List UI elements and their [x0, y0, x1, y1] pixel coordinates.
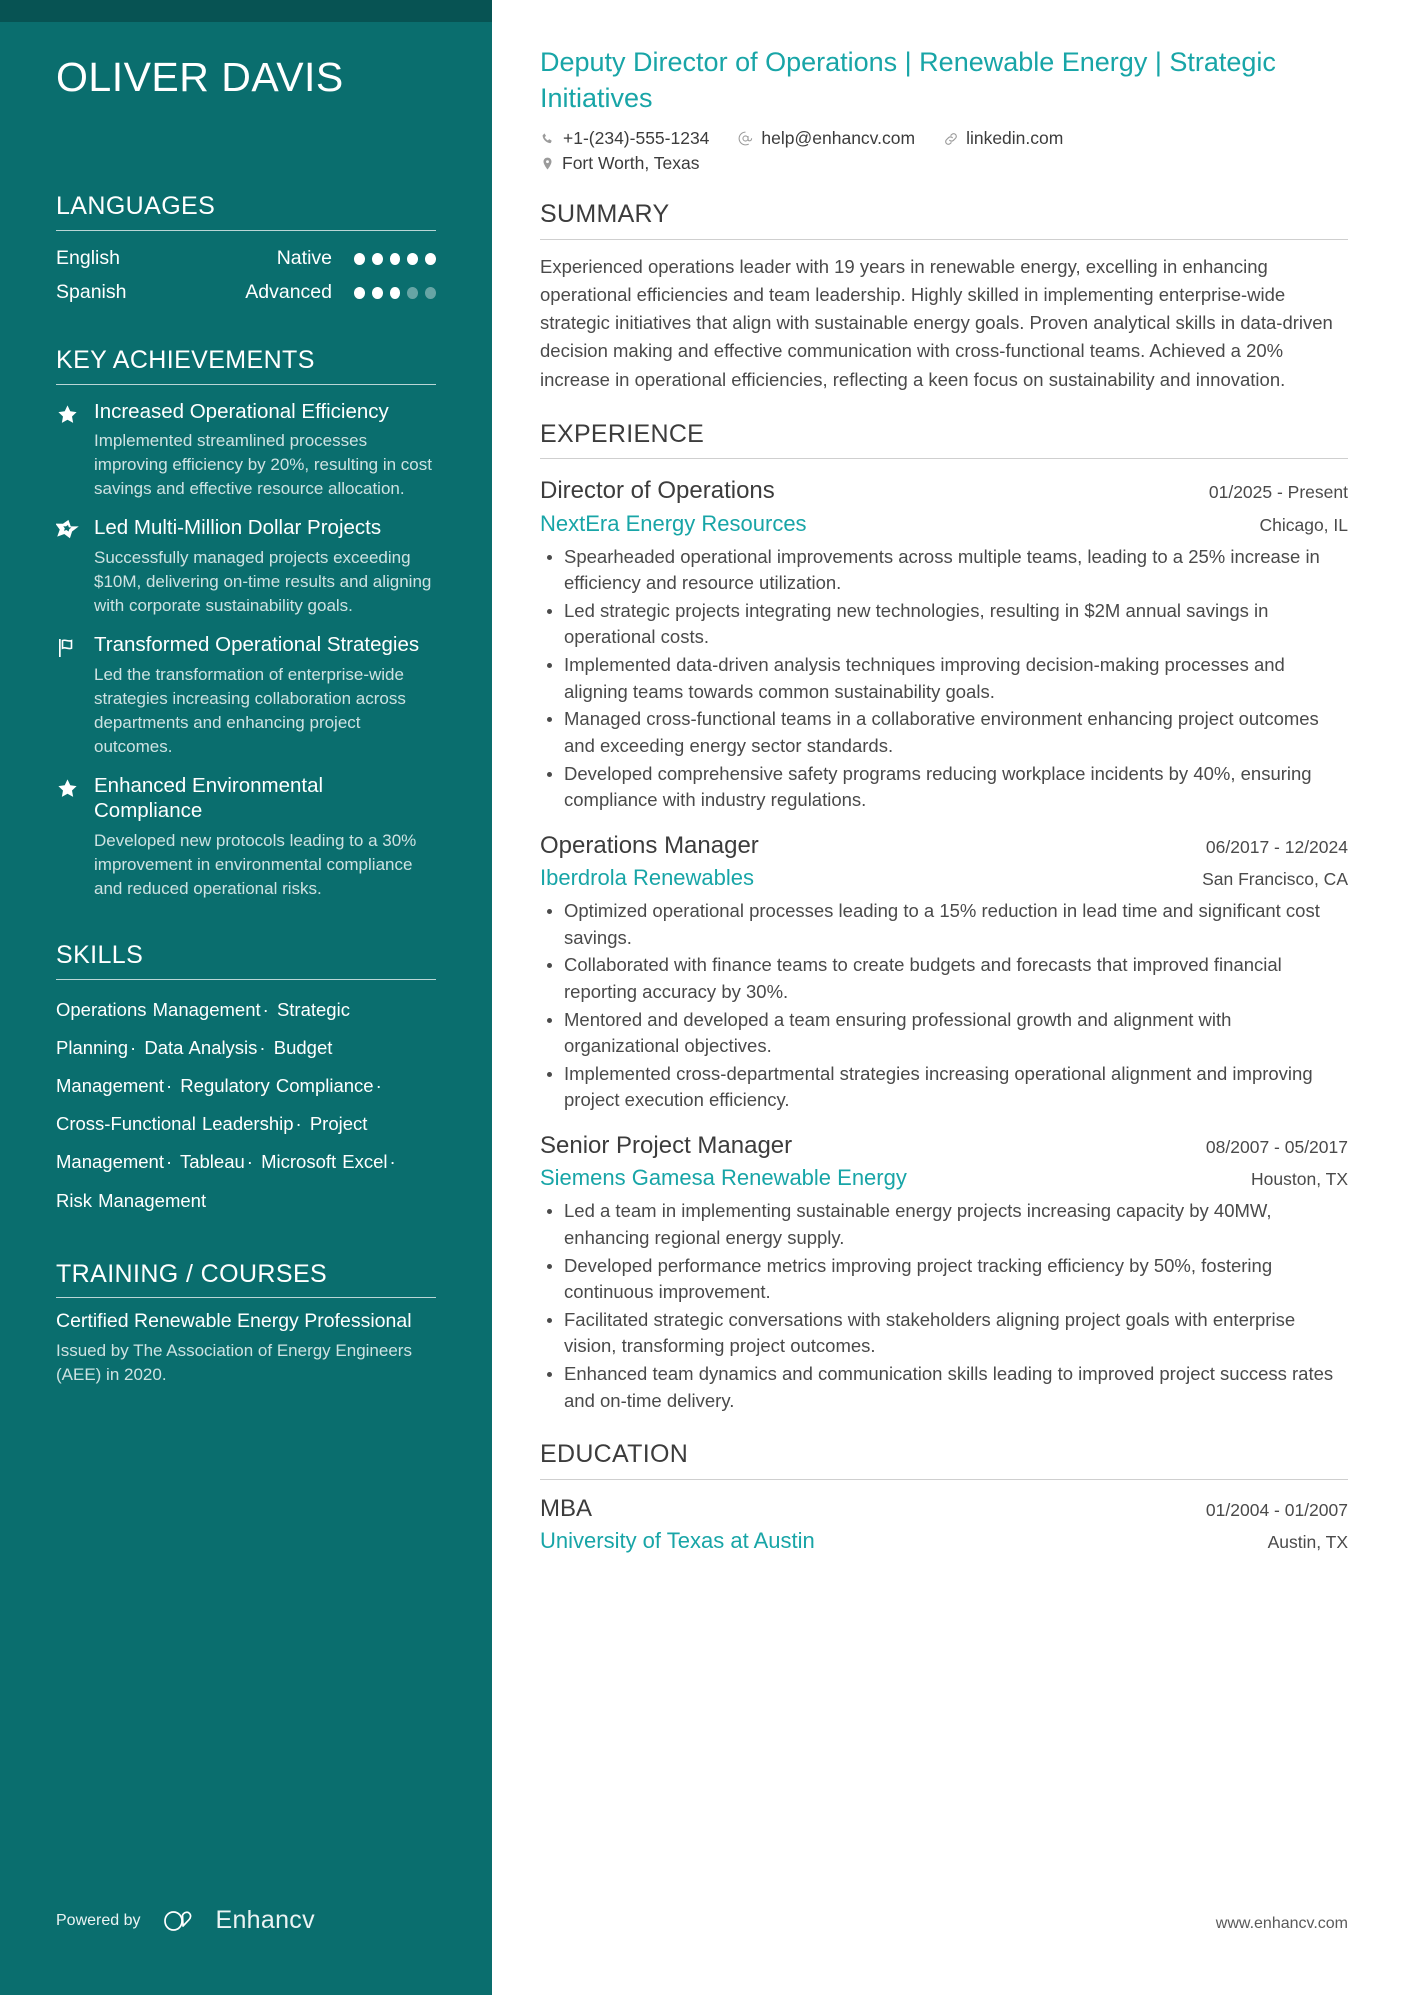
achievement-item — [56, 515, 436, 618]
experience-location: Chicago, IL — [1259, 514, 1348, 535]
experience-bullet: Implemented cross-departmental strategies increasing operational alignment and improving project execution efficiency. — [540, 1061, 1348, 1114]
skills-heading: SKILLS — [56, 941, 144, 970]
contact-phone-text: +1-(234)-555-1234 — [563, 128, 710, 149]
course-item — [56, 1309, 436, 1387]
rating-dot — [407, 253, 418, 265]
link-icon — [943, 131, 959, 147]
experience-entry — [540, 830, 1348, 1114]
contact-row-location — [540, 153, 1348, 174]
star-filled-icon — [56, 399, 94, 502]
enhancv-wordmark: Enhancv — [215, 1906, 315, 1934]
achievement-description: Successfully managed projects exceeding $10M, delivering on-time results and aligning with corporate sustainability goals. — [94, 547, 432, 616]
flag-icon — [56, 632, 94, 759]
contact-info — [540, 128, 1348, 174]
experience-company[interactable]: NextEra Energy Resources — [540, 510, 807, 536]
experience-bullets — [540, 544, 1348, 814]
contact-email[interactable] — [737, 128, 915, 149]
language-name: Spanish — [56, 281, 127, 304]
headline-job-title: Deputy Director of Operations | Renewable Energy | Strategic Initiatives — [540, 47, 1276, 114]
sidebar-top-strip — [0, 0, 492, 22]
experience-company[interactable]: Siemens Gamesa Renewable Energy — [540, 1165, 907, 1191]
experience-bullet: Optimized operational processes leading to a 15% reduction in lead time and significant cost savings. — [540, 898, 1348, 951]
education-school[interactable]: University of Texas at Austin — [540, 1528, 815, 1554]
key-achievements-heading: KEY ACHIEVEMENTS — [56, 345, 315, 374]
rating-dot — [354, 287, 365, 299]
summary-heading: SUMMARY — [540, 200, 670, 229]
experience-bullet: Led strategic projects integrating new technologies, resulting in $2M annual savings in operational costs. — [540, 598, 1348, 651]
language-row — [56, 276, 436, 310]
education-location: Austin, TX — [1267, 1532, 1348, 1553]
experience-bullet: Developed comprehensive safety programs reducing workplace incidents by 40%, ensuring compliance with industry regulations. — [540, 761, 1348, 814]
rating-dot — [425, 253, 436, 265]
skill-item: Operations Management — [56, 999, 261, 1020]
skill-item: Risk Management — [56, 1189, 207, 1211]
language-level: Advanced — [245, 281, 332, 304]
skill-item: Tableau — [179, 1151, 245, 1173]
skill-separator: · — [165, 1075, 173, 1097]
experience-bullet: Implemented data-driven analysis techniques improving decision-making processes and aligning teams towards common sustainability goals. — [540, 652, 1348, 705]
experience-bullets — [540, 898, 1348, 1114]
language-name: English — [56, 247, 120, 270]
experience-role-line — [540, 830, 1348, 861]
experience-bullet: Facilitated strategic conversations with stakeholders aligning project goals with enterprise vision, transforming project outcomes. — [540, 1307, 1348, 1360]
experience-company-line — [540, 507, 1348, 538]
experience-role: Director of Operations — [540, 477, 775, 505]
achievement-item — [56, 399, 436, 502]
experience-location: Houston, TX — [1251, 1169, 1348, 1190]
contact-linkedin-text: linkedin.com — [966, 128, 1064, 149]
experience-bullets — [540, 1198, 1348, 1414]
rating-dot — [372, 253, 383, 265]
experience-role: Senior Project Manager — [540, 1132, 793, 1160]
contact-phone[interactable] — [540, 128, 709, 149]
education-entry — [540, 1493, 1348, 1555]
training-courses-section — [56, 1260, 436, 1388]
contact-location — [540, 153, 699, 174]
rating-dot-empty — [425, 287, 436, 299]
skill-item: Strategic Planning — [56, 999, 350, 1059]
rating-dot — [390, 287, 401, 299]
education-degree-line — [540, 1493, 1348, 1524]
experience-dates: 01/2025 - Present — [1208, 482, 1348, 503]
experience-location: San Francisco, CA — [1202, 869, 1348, 890]
achievement-title: Enhanced Environmental Compliance — [94, 774, 324, 823]
summary-divider — [540, 239, 1348, 240]
skill-item: Regulatory Compliance — [180, 1075, 374, 1097]
experience-bullet: Led a team in implementing sustainable energy projects increasing capacity by 40MW, enhancing regional energy supply. — [540, 1198, 1348, 1251]
skills-divider — [56, 979, 436, 980]
experience-company-line — [540, 1161, 1348, 1192]
achievement-description: Developed new protocols leading to a 30% improvement in environmental compliance and reduced operational risks. — [94, 830, 417, 899]
experience-role-line — [540, 1130, 1348, 1161]
sidebar — [0, 0, 492, 1995]
skill-separator: · — [246, 1151, 253, 1173]
key-achievements-divider — [56, 384, 436, 385]
languages-divider — [56, 230, 436, 231]
rating-dot — [354, 253, 365, 265]
rating-dot-empty — [407, 287, 418, 299]
contact-row-primary — [540, 128, 1348, 149]
skill-separator: · — [389, 1151, 396, 1173]
language-rating-dots — [354, 253, 436, 265]
experience-entry — [540, 1130, 1348, 1414]
achievement-item — [56, 632, 436, 759]
rating-dot — [390, 253, 401, 265]
training-courses-divider — [56, 1297, 436, 1298]
language-rating-dots — [354, 287, 436, 299]
skill-item: Cross-Functional Leadership — [56, 1113, 294, 1135]
achievement-description: Led the transformation of enterprise-wide strategies increasing collaboration across departments and enhancing project outcomes. — [94, 664, 406, 756]
star-outline-icon — [56, 515, 94, 618]
skill-item: Microsoft Excel — [261, 1151, 388, 1173]
skills-section — [56, 941, 436, 1219]
education-heading: EDUCATION — [540, 1440, 689, 1469]
enhancv-logo — [161, 1906, 315, 1935]
skills-list — [56, 991, 436, 1220]
languages-section — [56, 192, 436, 310]
main-content — [492, 0, 1410, 1995]
education-section — [540, 1440, 1348, 1555]
achievement-title: Led Multi-Million Dollar Projects — [94, 516, 382, 540]
contact-email-text: help@enhancv.com — [761, 128, 916, 149]
powered-by-label: Powered by — [56, 1911, 141, 1929]
key-achievements-section — [56, 346, 436, 901]
language-row — [56, 242, 436, 276]
contact-location-text: Fort Worth, Texas — [562, 153, 700, 174]
contact-linkedin[interactable] — [943, 128, 1063, 149]
course-title: Certified Renewable Energy Professional — [56, 1310, 412, 1333]
training-courses-heading: TRAINING / COURSES — [56, 1259, 328, 1288]
experience-section — [540, 420, 1348, 1415]
skill-separator: · — [375, 1075, 382, 1097]
experience-bullet: Enhanced team dynamics and communication skills leading to improved project success rates and on-time delivery. — [540, 1361, 1348, 1414]
education-degree: MBA — [540, 1495, 593, 1523]
experience-company-line — [540, 861, 1348, 892]
skill-separator: · — [262, 999, 269, 1020]
achievement-description: Implemented streamlined processes improving efficiency by 20%, resulting in cost savings and effective resource allocation. — [94, 431, 432, 499]
experience-bullet: Developed performance metrics improving project tracking efficiency by 50%, fostering continuous improvement. — [540, 1253, 1348, 1306]
education-divider — [540, 1479, 1348, 1480]
skill-separator: · — [259, 1037, 266, 1059]
achievement-title: Transformed Operational Strategies — [94, 633, 420, 657]
experience-dates: 06/2017 - 12/2024 — [1205, 836, 1348, 857]
experience-entry — [540, 475, 1348, 813]
summary-section — [540, 200, 1348, 393]
achievement-item — [56, 773, 436, 901]
language-level: Native — [276, 247, 332, 270]
enhancv-mark-icon — [161, 1908, 207, 1934]
summary-text: Experienced operations leader with 19 years in renewable energy, excelling in enhancing operational efficiencies and team leadership. Highly skilled in implementing enterprise-wide strategic initiatives that align with sustainable energy goals. Proven analytical skills in data-driven decision making and effective communication with cross-functional teams. Achieved a 20% increase in operational efficiencies, reflecting a keen focus on sustainability and innovation. — [540, 256, 1333, 390]
skill-separator: · — [130, 1037, 137, 1059]
achievement-title: Increased Operational Efficiency — [94, 399, 389, 423]
phone-icon — [540, 131, 556, 147]
education-dates: 01/2004 - 01/2007 — [1205, 1500, 1348, 1521]
star-filled-icon — [56, 773, 94, 901]
skill-item: Data Analysis — [144, 1037, 258, 1059]
experience-company[interactable]: Iberdrola Renewables — [540, 865, 755, 891]
skill-separator: · — [295, 1113, 302, 1135]
experience-bullet: Spearheaded operational improvements across multiple teams, leading to a 25% increase in efficiency and resource utilization. — [540, 544, 1348, 597]
experience-bullet: Collaborated with finance teams to create budgets and forecasts that improved financial reporting accuracy by 30%. — [540, 952, 1348, 1005]
experience-bullet: Mentored and developed a team ensuring professional growth and alignment with organizational objectives. — [540, 1007, 1348, 1060]
sidebar-footer — [56, 1906, 315, 1935]
languages-heading: LANGUAGES — [56, 192, 216, 221]
skill-item: Budget Management — [56, 1037, 333, 1097]
experience-bullet: Managed cross-functional teams in a collaborative environment enhancing project outcomes and exceeding energy sector standards. — [540, 706, 1348, 759]
candidate-name: OLIVER DAVIS — [56, 54, 344, 100]
rating-dot — [372, 287, 383, 299]
website-footer[interactable]: www.enhancv.com — [1215, 1915, 1348, 1932]
experience-role: Operations Manager — [540, 831, 759, 859]
at-sign-icon — [737, 130, 754, 147]
education-school-line — [540, 1524, 1348, 1555]
experience-dates: 08/2007 - 05/2017 — [1205, 1137, 1348, 1158]
course-description: Issued by The Association of Energy Engineers (AEE) in 2020. — [56, 1341, 412, 1385]
experience-divider — [540, 458, 1348, 459]
experience-heading: EXPERIENCE — [540, 419, 705, 448]
experience-role-line — [540, 475, 1348, 506]
skill-item: Project Management — [56, 1113, 368, 1173]
skill-separator: · — [165, 1151, 173, 1173]
location-pin-icon — [540, 155, 555, 172]
